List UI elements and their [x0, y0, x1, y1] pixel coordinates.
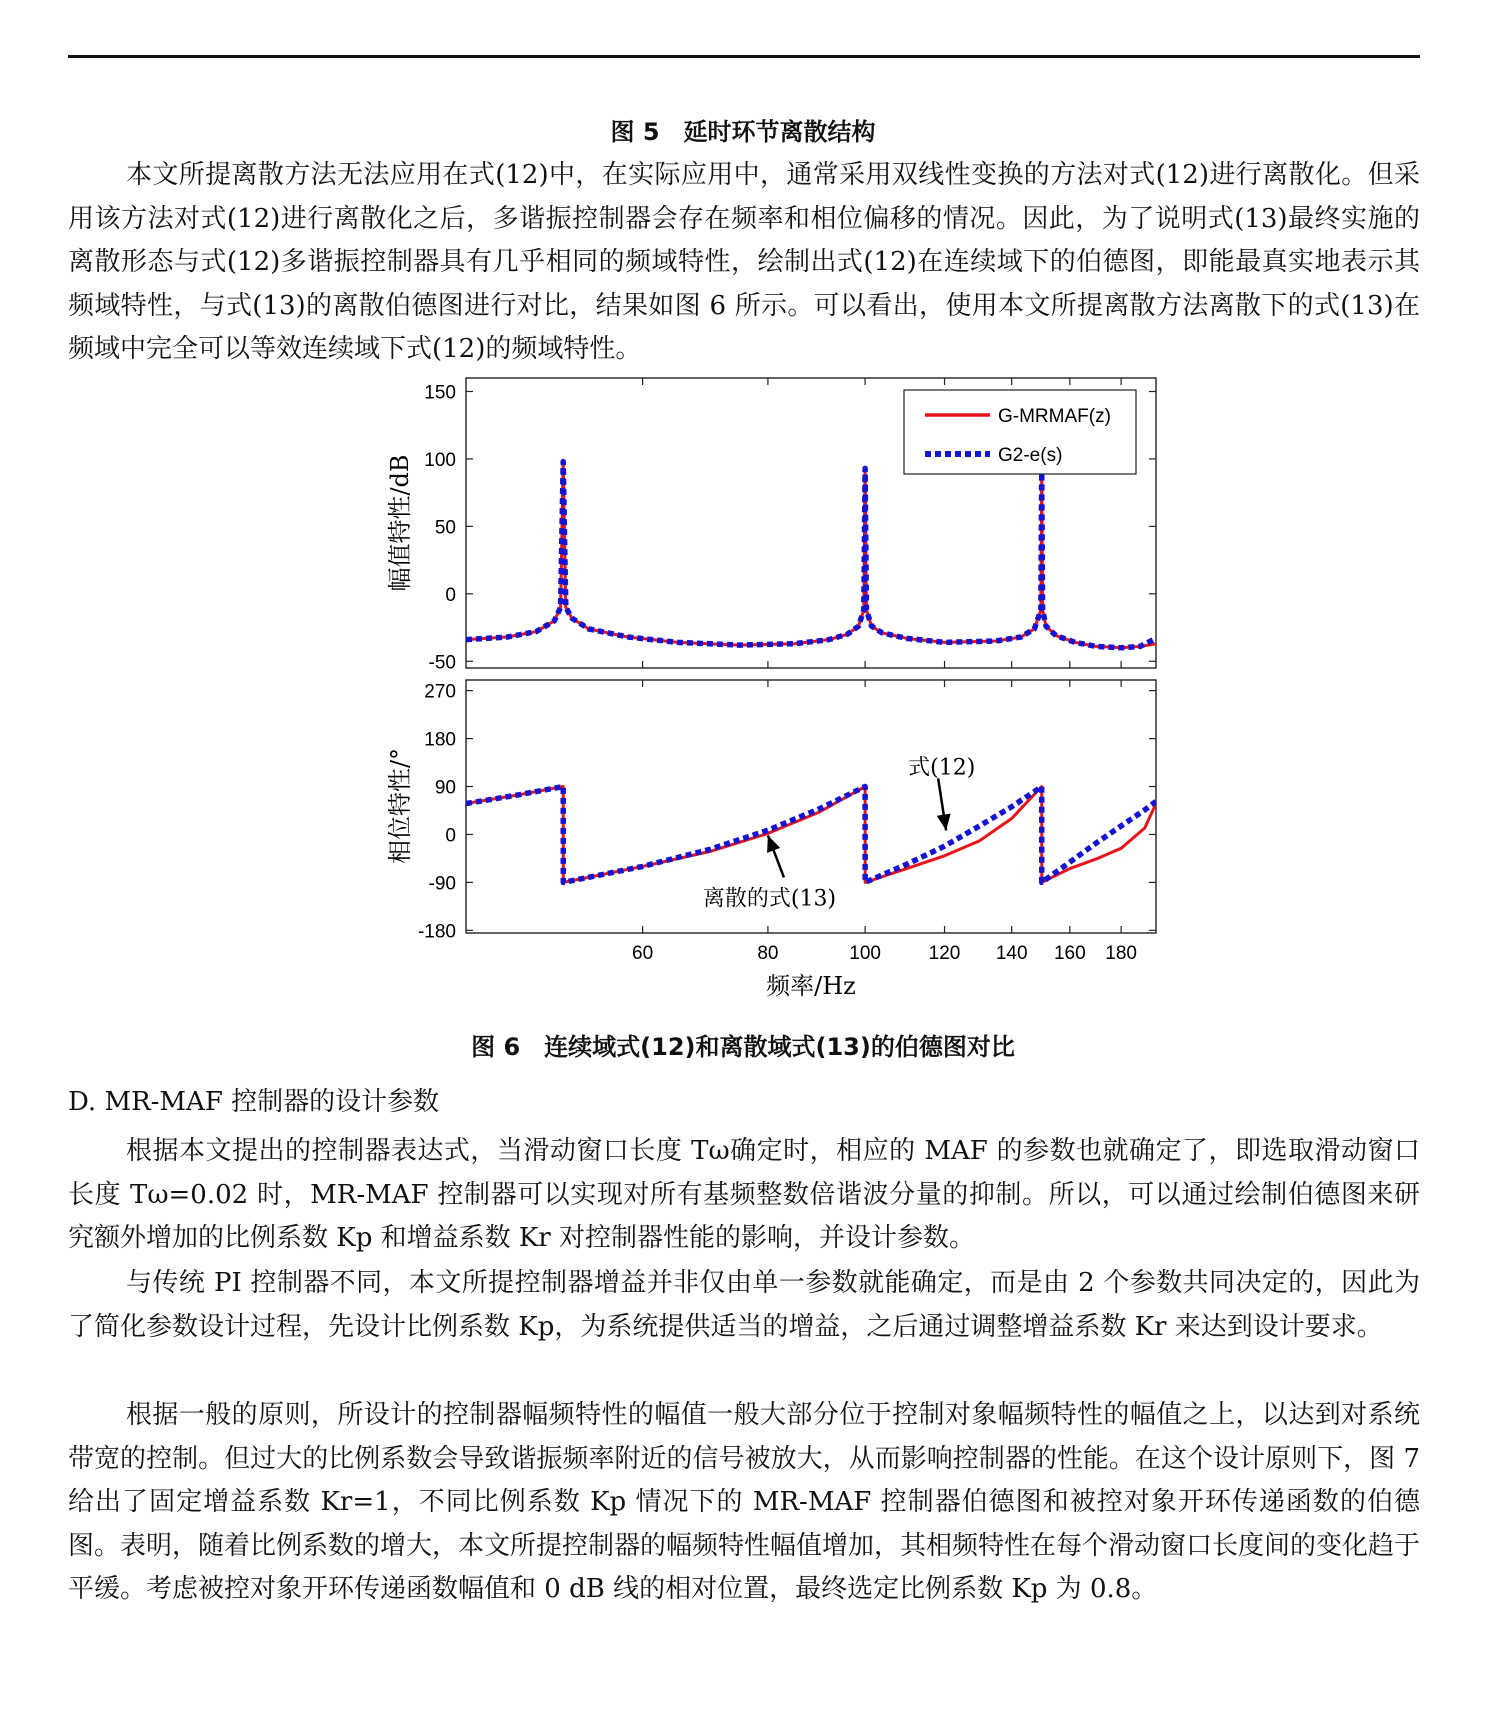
x-tick-label: 120: [928, 943, 961, 964]
x-tick-label: 180: [1105, 943, 1137, 964]
x-tick-label: 160: [1053, 943, 1086, 964]
x-tick-label: 80: [757, 943, 779, 964]
section-heading: D. MR-MAF 控制器的设计参数: [68, 1087, 440, 1117]
legend-label-g-mrmaf: G-MRMAF(z): [998, 406, 1111, 427]
magnitude-y-axis-label: 幅值特性/dB: [386, 454, 414, 592]
phase-y-tick-label: -90: [428, 873, 456, 895]
bode-plot-figure: [380, 376, 1180, 1016]
magnitude-y-tick-label: 150: [424, 382, 456, 404]
magnitude-y-tick-label: -50: [428, 652, 456, 674]
x-axis-label: 频率/Hz: [766, 972, 856, 1000]
magnitude-y-tick-label: 100: [424, 449, 456, 471]
phase-y-tick-label: 90: [434, 777, 456, 799]
figure-6-caption: 图 6 连续域式(12)和离散域式(13)的伯德图对比: [471, 1033, 1015, 1061]
x-tick-label: 60: [632, 943, 654, 964]
phase-y-tick-label: 180: [424, 729, 456, 751]
paragraph-2: 根据本文提出的控制器表达式，当滑动窗口长度 Tω确定时，相应的 MAF 的参数也就确定了，即选取滑动窗口长度 Tω=0.02 时，MR-MAF 控制器可以实现对所有基频整数倍谐波分量的抑制。所以，可以通过绘制伯德图来研究额外增加的比例系数 Kp 和增益系数 Kr 对控制器性能的影响，并设计参数。: [68, 1136, 1420, 1253]
paragraph-3: 与传统 PI 控制器不同，本文所提控制器增益并非仅由单一参数就能确定，而是由 2 个参数共同决定的，因此为了简化参数设计过程，先设计比例系数 Kp，为系统提供适当的增益，之后通过调整增益系数 Kr 来达到设计要求。: [68, 1268, 1420, 1342]
legend-label-g2-es: G2-e(s): [998, 445, 1063, 466]
figure-5-caption: 图 5 延时环节离散结构: [610, 118, 876, 146]
x-tick-label: 100: [849, 943, 881, 964]
annotation-eq12: 式(12): [908, 755, 976, 781]
paragraph-4: 根据一般的原则，所设计的控制器幅频特性的幅值一般大部分位于控制对象幅频特性的幅值之上，以达到对系统带宽的控制。但过大的比例系数会导致谐振频率附近的信号被放大，从而影响控制器的性能。在这个设计原则下，图 7 给出了固定增益系数 Kr=1，不同比例系数 Kp 情况下的 MR-MAF 控制器伯德图和被控对象开环传递函数的伯德图。表明，随着比例系数的增大，本文所提控制器的幅频特性幅值增加，其相频特性在每个滑动窗口长度间的变化趋于平缓。考虑被控对象开环传递函数幅值和 0 dB 线的相对位置，最终选定比例系数 Kp 为 0.8。: [68, 1400, 1421, 1604]
annotation-eq13: 离散的式(13): [702, 886, 837, 912]
paragraph-1: 本文所提离散方法无法应用在式(12)中，在实际应用中，通常采用双线性变换的方法对式(12)进行离散化。但采用该方法对式(12)进行离散化之后，多谐振控制器会存在频率和相位偏移的情况。因此，为了说明式(13)最终实施的离散形态与式(12)多谐振控制器具有几乎相同的频域特性，绘制出式(12)在连续域下的伯德图，即能最真实地表示其频域特性，与式(13)的离散伯德图进行对比，结果如图 6 所示。可以看出，使用本文所提离散方法离散下的式(13)在频域中完全可以等效连续域下式(12)的频域特性。: [68, 160, 1420, 364]
x-tick-label: 140: [995, 943, 1028, 964]
header-rule: [68, 55, 1420, 58]
magnitude-y-tick-label: 0: [445, 584, 456, 606]
chart-legend: [904, 390, 1136, 474]
phase-y-tick-label: 270: [424, 681, 456, 703]
phase-y-axis-label: 相位特性/°: [386, 747, 414, 865]
magnitude-y-tick-label: 50: [434, 517, 456, 539]
phase-y-tick-label: 0: [445, 825, 456, 847]
phase-y-tick-label: -180: [417, 921, 456, 943]
